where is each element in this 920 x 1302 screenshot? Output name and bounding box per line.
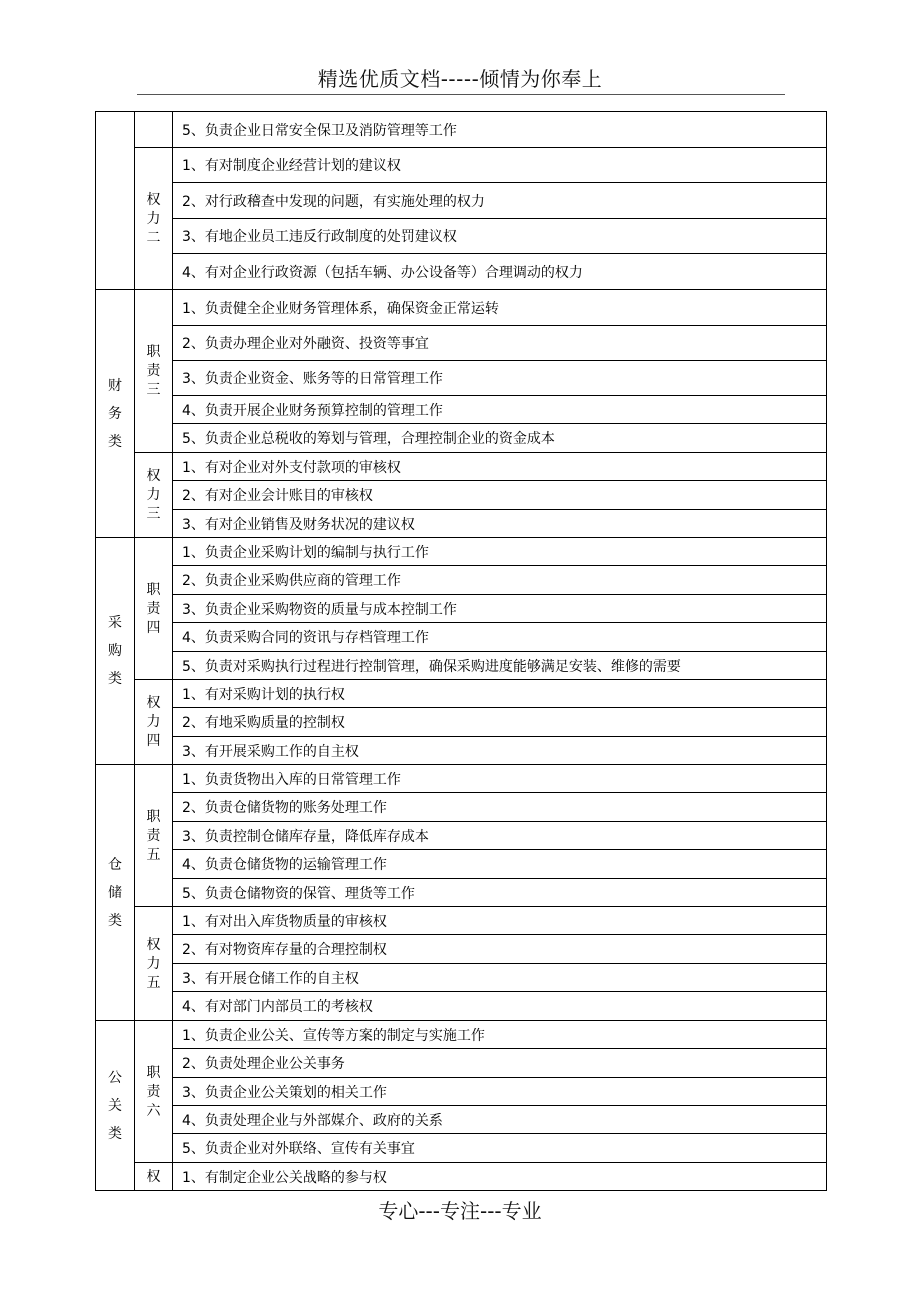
duty-table: [95, 111, 827, 1191]
category-cell: [96, 1021, 135, 1191]
category-char: 采: [108, 615, 122, 631]
table-row: [96, 481, 827, 510]
table-row: [96, 566, 827, 595]
item-cell: 2、对行政稽查中发现的问题，有实施处理的权力: [173, 183, 827, 219]
item-cell: 3、有地企业员工违反行政制度的处罚建议权: [173, 219, 827, 254]
group-char: 五: [146, 974, 161, 991]
group-char: 力: [146, 955, 161, 972]
group-char: 权: [146, 695, 161, 711]
table-row: [96, 822, 827, 850]
category-char: 储: [108, 884, 122, 901]
item-cell: 3、有开展采购工作的自主权: [173, 737, 827, 765]
table-row: [96, 538, 827, 566]
item-cell: 4、负责开展企业财务预算控制的管理工作: [173, 396, 827, 424]
table-row: [96, 737, 827, 765]
category-char: 关: [108, 1097, 122, 1114]
category-char: 类: [108, 1125, 122, 1142]
table-row: [96, 361, 827, 396]
item-cell: 3、负责企业资金、账务等的日常管理工作: [173, 361, 827, 396]
group-char: 二: [146, 229, 161, 246]
item-cell: 1、负责企业采购计划的编制与执行工作: [173, 538, 827, 566]
table-row: [96, 879, 827, 907]
item-cell: 4、负责处理企业与外部媒介、政府的关系: [173, 1106, 827, 1134]
group-char: 权: [146, 468, 161, 484]
group-char: 职: [146, 808, 161, 825]
item-cell: 3、负责企业公关策划的相关工作: [173, 1078, 827, 1106]
group-cell: [135, 1163, 173, 1191]
table-row: [96, 1134, 827, 1163]
group-char: 责: [146, 827, 161, 844]
category-char: 类: [108, 433, 122, 450]
item-cell: 2、有地采购质量的控制权: [173, 708, 827, 737]
table-row: [96, 708, 827, 737]
item-cell: 4、有对部门内部员工的考核权: [173, 992, 827, 1021]
item-cell: 5、负责企业对外联络、宣传有关事宜: [173, 1134, 827, 1163]
category-cell: [96, 538, 135, 765]
group-cell: [135, 538, 173, 680]
table-row: [96, 793, 827, 822]
item-cell: 3、负责企业采购物资的质量与成本控制工作: [173, 595, 827, 623]
table-row: [96, 424, 827, 453]
table-row: [96, 148, 827, 183]
item-cell: 5、负责仓储物资的保管、理货等工作: [173, 879, 827, 907]
item-cell: 2、负责企业采购供应商的管理工作: [173, 566, 827, 595]
group-char: 三: [146, 382, 161, 398]
item-cell: 1、有对企业对外支付款项的审核权: [173, 453, 827, 481]
table-row: [96, 992, 827, 1021]
page-footer: 专心---专注---专业: [378, 1199, 542, 1223]
group-cell: [135, 290, 173, 453]
group-char: 力: [146, 210, 161, 227]
group-char: 四: [146, 733, 161, 749]
item-cell: 1、有对出入库货物质量的审核权: [173, 907, 827, 935]
table-row: [96, 680, 827, 708]
category-char: 仓: [108, 856, 122, 873]
table-row: [96, 219, 827, 254]
table-row: [96, 1049, 827, 1078]
group-char: 力: [146, 487, 161, 503]
item-cell: 5、负责企业日常安全保卫及消防管理等工作: [173, 112, 827, 148]
group-cell: [135, 1021, 173, 1163]
group-cell: [135, 453, 173, 538]
item-cell: 3、负责控制仓储库存量，降低库存成本: [173, 822, 827, 850]
group-char: 职: [146, 344, 161, 360]
item-cell: 2、有对企业会计账目的审核权: [173, 481, 827, 510]
table-row: [96, 254, 827, 290]
group-cell: [135, 680, 173, 765]
table-row: [96, 1078, 827, 1106]
group-char: 权: [146, 936, 161, 953]
group-char: 五: [146, 846, 161, 863]
item-cell: 2、有对物资库存量的合理控制权: [173, 935, 827, 964]
group-cell: [135, 907, 173, 1021]
category-char: 务: [108, 405, 122, 422]
item-cell: 5、负责对采购执行过程进行控制管理，确保采购进度能够满足安装、维修的需要: [173, 652, 827, 680]
group-cell: [135, 112, 173, 148]
category-char: 类: [108, 671, 122, 687]
item-cell: 1、有制定企业公关战略的参与权: [173, 1163, 827, 1191]
table-row: [96, 1021, 827, 1049]
item-cell: 3、有对企业销售及财务状况的建议权: [173, 510, 827, 538]
item-cell: 1、负责货物出入库的日常管理工作: [173, 765, 827, 793]
table-row: [96, 112, 827, 148]
item-cell: 1、负责企业公关、宣传等方案的制定与实施工作: [173, 1021, 827, 1049]
group-char: 责: [146, 1083, 161, 1100]
table-row: [96, 510, 827, 538]
table-row: [96, 326, 827, 361]
group-char: 力: [146, 714, 161, 730]
category-char: 公: [108, 1069, 122, 1086]
page-header: 精选优质文档-----倾情为你奉上: [317, 67, 603, 91]
item-cell: 1、有对制度企业经营计划的建议权: [173, 148, 827, 183]
category-cell: [96, 290, 135, 538]
table-row: [96, 907, 827, 935]
group-cell: [135, 148, 173, 290]
table-row: [96, 595, 827, 623]
table-row: [96, 623, 827, 652]
table-row: [96, 453, 827, 481]
group-char: 职: [146, 581, 161, 598]
item-cell: 3、有开展仓储工作的自主权: [173, 964, 827, 992]
item-cell: 4、有对企业行政资源（包括车辆、办公设备等）合理调动的权力: [173, 254, 827, 290]
table-row: [96, 183, 827, 219]
table-row: [96, 1106, 827, 1134]
group-char: 四: [146, 619, 161, 636]
group-char: 责: [146, 363, 161, 379]
item-cell: 4、负责仓储货物的运输管理工作: [173, 850, 827, 879]
item-cell: 1、有对采购计划的执行权: [173, 680, 827, 708]
table-row: [96, 964, 827, 992]
group-cell: [135, 765, 173, 907]
group-char: 职: [146, 1064, 161, 1081]
table-row: [96, 290, 827, 326]
item-cell: 4、负责采购合同的资讯与存档管理工作: [173, 623, 827, 652]
category-char: 购: [108, 643, 122, 659]
group-char: 责: [146, 600, 161, 617]
group-char: 六: [146, 1102, 161, 1119]
table-row: [96, 1163, 827, 1191]
item-cell: 5、负责企业总税收的筹划与管理，合理控制企业的资金成本: [173, 424, 827, 453]
category-cell: [96, 765, 135, 1021]
category-cell: [96, 112, 135, 290]
item-cell: 2、负责仓储货物的账务处理工作: [173, 793, 827, 822]
table-row: [96, 850, 827, 879]
item-cell: 2、负责处理企业公关事务: [173, 1049, 827, 1078]
table-row: [96, 652, 827, 680]
item-cell: 1、负责健全企业财务管理体系，确保资金正常运转: [173, 290, 827, 326]
category-char: 类: [108, 912, 122, 929]
table-row: [96, 396, 827, 424]
header-divider: [137, 94, 785, 95]
category-char: 财: [108, 377, 122, 394]
item-cell: 2、负责办理企业对外融资、投资等事宜: [173, 326, 827, 361]
group-char: 权: [146, 1168, 161, 1185]
table-row: [96, 935, 827, 964]
group-char: 权: [146, 191, 161, 208]
table-row: [96, 765, 827, 793]
group-char: 三: [146, 506, 161, 522]
